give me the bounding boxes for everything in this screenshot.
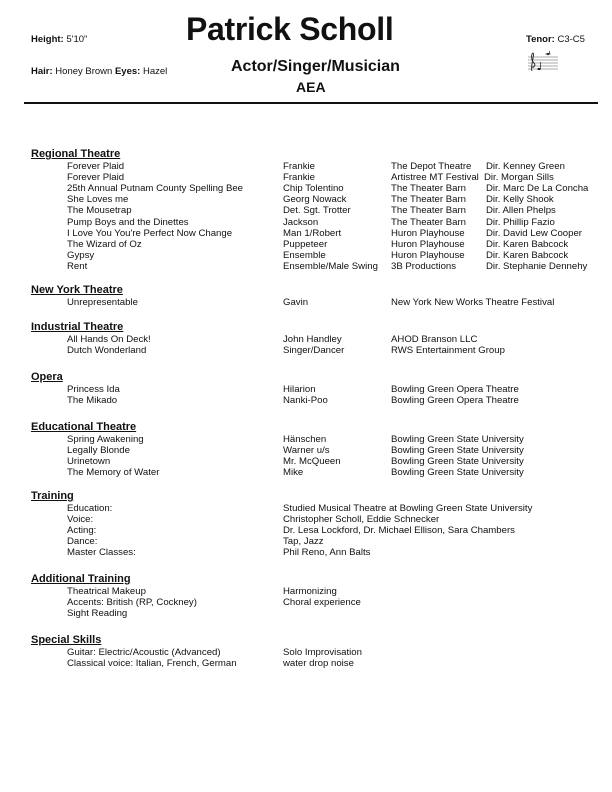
voice-value: C3-C5 [557, 34, 585, 45]
training-category: Education: [67, 503, 113, 514]
height-info [31, 34, 87, 45]
training-detail: Tap, Jazz [283, 536, 324, 548]
training-category: Voice: [67, 514, 94, 526]
director-cell: Dir. Kenney Green [486, 161, 565, 172]
venue-cell: The Theater Barn [391, 194, 467, 206]
show-cell: The Memory of Water [67, 467, 160, 479]
role-cell: Frankie [283, 172, 315, 184]
director-cell: Dir. David Lew Cooper [486, 227, 582, 239]
director-cell: Dir. Phillip Fazio [486, 216, 555, 228]
header-divider [24, 102, 598, 104]
venue-cell: Bowling Green State University [391, 445, 524, 457]
training-detail: Phil Reno, Ann Balts [283, 547, 371, 559]
venue-cell: AHOD Branson LLC [391, 334, 478, 345]
section-heading-new-york-theatre: New York Theatre [31, 284, 123, 296]
venue-cell: The Theater Barn [391, 216, 467, 228]
show-cell: Legally Blonde [67, 445, 130, 457]
show-cell: 25th Annual Putnam County Spelling Bee [67, 183, 244, 195]
director-cell: Dir. Karen Babcock [486, 249, 569, 261]
venue-cell: Huron Playhouse [391, 238, 465, 250]
training-category: Dance: [67, 536, 98, 548]
skill-item: Choral experience [283, 597, 361, 609]
voice-label: Tenor: [526, 34, 555, 45]
venue-cell: Huron Playhouse [391, 249, 465, 261]
section-heading-opera: Opera [31, 371, 63, 383]
show-cell: The Mousetrap [67, 205, 132, 217]
show-cell: Pump Boys and the Dinettes [67, 216, 189, 228]
role-cell: Ensemble/Male Swing [283, 260, 378, 272]
role-cell: Georg Nowack [283, 194, 347, 206]
role-cell: John Handley [283, 334, 342, 345]
height-label: Height: [31, 34, 64, 45]
section-heading-regional-theatre: Regional Theatre [31, 148, 121, 160]
venue-cell: Artistree MT Festival [391, 172, 479, 184]
section-heading-additional-training: Additional Training [31, 573, 131, 585]
skill-item: water drop noise [283, 658, 354, 670]
show-cell: Forever Plaid [67, 172, 125, 184]
skill-item: Harmonizing [283, 586, 337, 597]
section-heading-industrial-theatre: Industrial Theatre [31, 321, 124, 333]
eyes-label: Eyes: [114, 66, 141, 77]
show-cell: The Mikado [67, 395, 118, 407]
show-cell: Forever Plaid [67, 161, 125, 172]
venue-cell: Huron Playhouse [391, 227, 465, 239]
venue-cell: The Depot Theatre [391, 161, 472, 172]
voice-range [526, 34, 585, 45]
show-cell: Princess Ida [67, 384, 120, 395]
skill-item: Guitar: Electric/Acoustic (Advanced) [67, 647, 221, 658]
training-category: Acting: [67, 525, 97, 537]
role-cell: Jackson [283, 216, 319, 228]
hair-eyes-info [31, 66, 167, 77]
show-cell: Dutch Wonderland [67, 345, 147, 357]
training-detail: Dr. Lesa Lockford, Dr. Michael Ellison, Sara Chambers [283, 525, 515, 537]
venue-cell: Bowling Green State University [391, 456, 524, 468]
venue-cell: Bowling Green Opera Theatre [391, 395, 519, 407]
actor-name: Patrick Scholl [186, 11, 394, 47]
show-cell: Urinetown [67, 456, 111, 468]
show-cell: All Hands On Deck! [67, 334, 151, 345]
role-cell: Hilarion [283, 384, 316, 395]
role-cell: Hänschen [283, 434, 327, 445]
role-cell: Nanki-Poo [283, 395, 328, 407]
section-heading-special-skills: Special Skills [31, 634, 102, 646]
role-cell: Frankie [283, 161, 315, 172]
skill-item: Solo Improvisation [283, 647, 362, 658]
show-cell: Gypsy [67, 249, 95, 261]
height-value: 5'10" [66, 34, 88, 45]
venue-cell: New York New Works Theatre Festival [391, 297, 555, 308]
section-heading-educational-theatre: Educational Theatre [31, 421, 137, 433]
venue-cell: Bowling Green State University [391, 434, 524, 445]
section-heading-training: Training [31, 490, 74, 502]
venue-cell: Bowling Green State University [391, 467, 524, 479]
role-cell: Gavin [283, 297, 309, 308]
venue-cell: The Theater Barn [391, 183, 467, 195]
skill-item: Accents: British (RP, Cockney) [67, 597, 197, 609]
role-cell: Det. Sgt. Trotter [283, 205, 351, 217]
skill-item: Theatrical Makeup [67, 586, 146, 597]
show-cell: She Loves me [67, 194, 129, 206]
role-cell: Mr. McQueen [283, 456, 341, 468]
director-cell: Dir. Morgan Sills [484, 172, 554, 184]
show-cell: Spring Awakening [67, 434, 144, 445]
role-cell: Puppeteer [283, 238, 328, 250]
venue-cell: The Theater Barn [391, 205, 467, 217]
director-cell: Dir. Karen Babcock [486, 238, 569, 250]
show-cell: I Love You You're Perfect Now Change [67, 227, 233, 239]
director-cell: Dir. Marc De La Concha [486, 183, 589, 195]
skill-item: Classical voice: Italian, French, German [67, 658, 237, 670]
director-cell: Dir. Allen Phelps [486, 205, 556, 217]
training-detail: Christopher Scholl, Eddie Schnecker [283, 514, 440, 526]
hair-label: Hair: [31, 66, 53, 77]
union-affiliation: AEA [296, 79, 326, 95]
role-cell: Ensemble [283, 249, 326, 261]
venue-cell: 3B Productions [391, 260, 457, 272]
eyes-value: Hazel [142, 66, 168, 77]
role-cell: Chip Tolentino [283, 183, 344, 195]
music-staff-icon [528, 51, 558, 73]
hair-value: Honey Brown [55, 66, 113, 77]
role-cell: Warner u/s [283, 445, 330, 457]
show-cell: Unrepresentable [67, 297, 138, 308]
director-cell: Dir. Stephanie Dennehy [486, 260, 588, 272]
skill-item: Sight Reading [67, 608, 128, 620]
show-cell: Rent [67, 260, 88, 272]
venue-cell: RWS Entertainment Group [391, 345, 505, 357]
show-cell: The Wizard of Oz [67, 238, 142, 250]
role-cell: Singer/Dancer [283, 345, 345, 357]
role-cell: Mike [283, 467, 304, 479]
venue-cell: Bowling Green Opera Theatre [391, 384, 519, 395]
director-cell: Dir. Kelly Shook [486, 194, 554, 206]
role-cell: Man 1/Robert [283, 227, 342, 239]
actor-subtitle: Actor/Singer/Musician [231, 58, 400, 75]
training-category: Master Classes: [67, 547, 136, 559]
training-detail: Studied Musical Theatre at Bowling Green State University [283, 503, 533, 514]
